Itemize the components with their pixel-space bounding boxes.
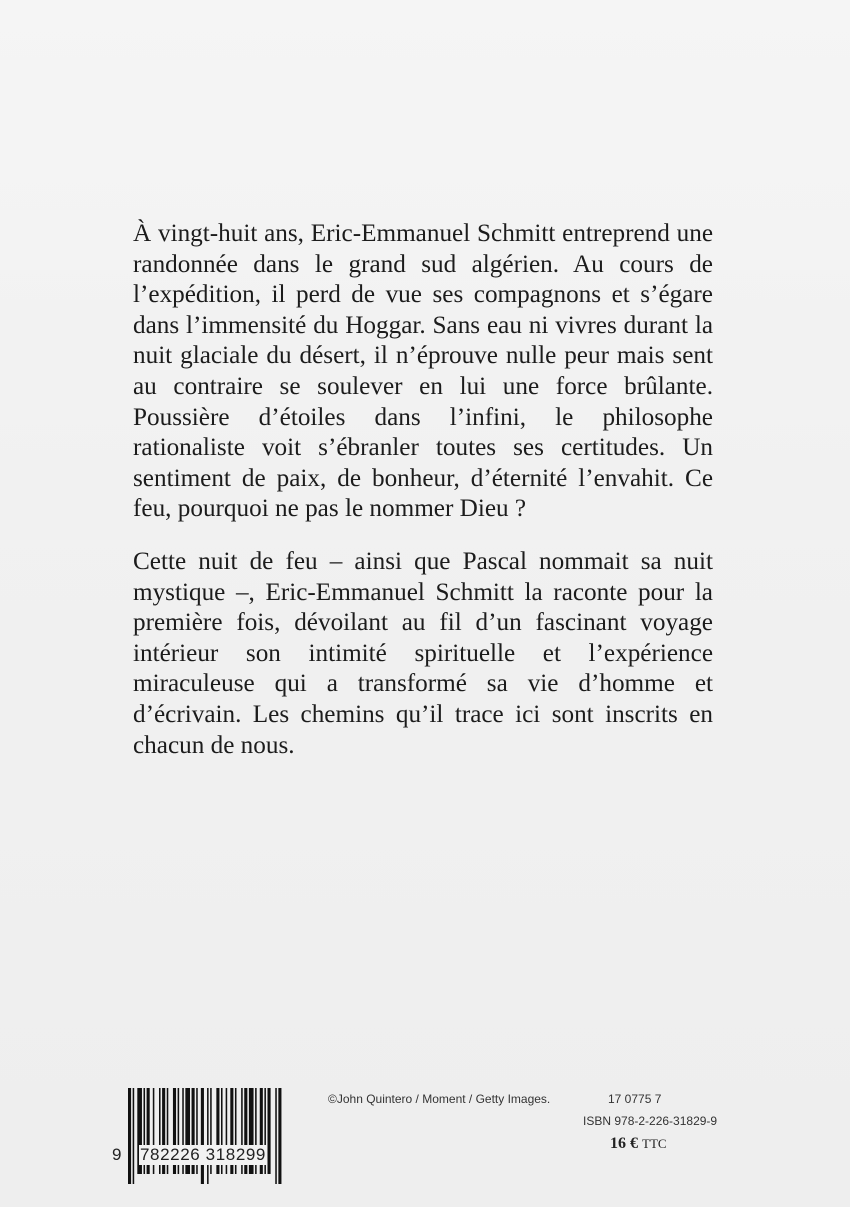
product-code: 17 0775 7 (608, 1092, 662, 1106)
barcode-bar (207, 1088, 209, 1184)
price-suffix: TTC (642, 1136, 667, 1151)
blurb (133, 219, 713, 761)
barcode-bar (278, 1088, 281, 1184)
barcode-bar (133, 1088, 135, 1184)
blurb-paragraph-2: Cette nuit de feu – ainsi que Pascal nommait sa nuit mystique –, Eric-Emmanuel Schmitt la raconte pour la première fois, dévoilant au fil d’un fascinant voyage intérieur son intimité spirituelle et l’expérience miraculeuse qui a transformé sa vie d’homme et d’écrivain. Les chemins qu’il trace ici sont inscrits en chacun de nous. (133, 547, 713, 759)
isbn: ISBN 978-2-226-31829-9 (583, 1114, 718, 1128)
blurb-paragraph-1: À vingt-huit ans, Eric-Emmanuel Schmitt entreprend une randonnée dans le grand sud algérien. Au cours de l’expédition, il perd de vue ses compagnons et s’égare dans l’immensité du Hoggar. Sans eau ni vivres durant la nuit glaciale du désert, il n’éprouve nulle peur mais sent au contraire se soulever en lui une force brûlante. Poussière d’étoiles dans l’infini, le philosophe rationaliste voit s’ébranler toutes ses certitudes. Un sentiment de paix, de bonheur, d’éternité l’envahit. Ce feu, pourquoi ne pas le nommer Dieu ? (133, 220, 713, 523)
price-amount: 16 € (610, 1135, 638, 1152)
barcode-bar (128, 1088, 131, 1184)
barcode-bar (275, 1088, 277, 1184)
photo-credit: ©John Quintero / Moment / Getty Images. (328, 1092, 551, 1106)
barcode-lead-digit: 9 (112, 1145, 123, 1164)
barcode-bar (268, 1088, 271, 1174)
barcode-bar (201, 1088, 204, 1184)
barcode (112, 1088, 304, 1184)
barcode-number: 782226 318299 (140, 1145, 266, 1164)
price (610, 1135, 667, 1153)
barcode-bars (112, 1088, 304, 1184)
